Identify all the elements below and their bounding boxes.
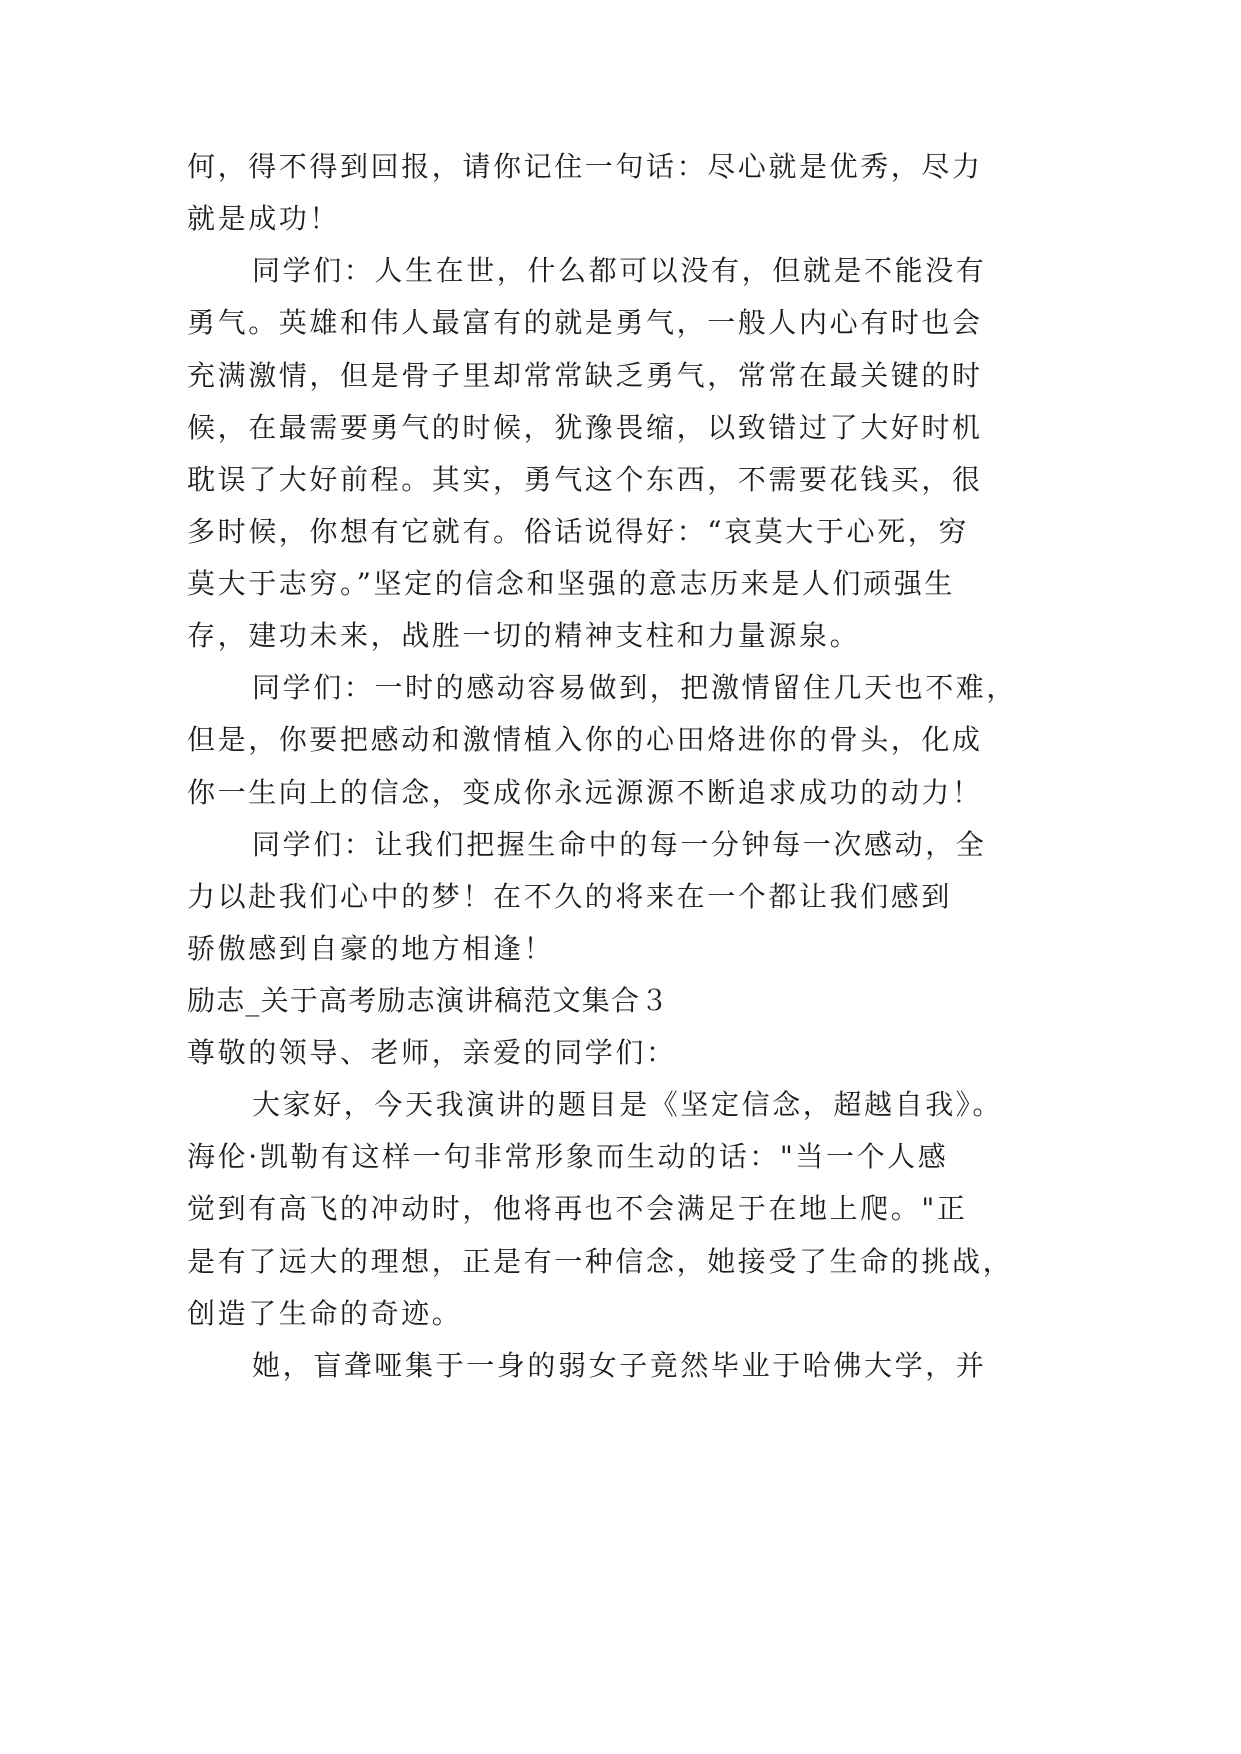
- body-text-line: 但是，你要把感动和激情植入你的心田烙进你的骨头，化成: [187, 723, 983, 756]
- body-text-line: 候，在最需要勇气的时候，犹豫畏缩，以致错过了大好时机: [187, 411, 983, 444]
- body-text-line: 海伦·凯勒有这样一句非常形象而生动的话："当一个人感: [187, 1140, 949, 1173]
- paragraph-first-line: 大家好，今天我演讲的题目是《坚定信念，超越自我》。: [252, 1088, 1004, 1121]
- body-text-line: 充满激情，但是骨子里却常常缺乏勇气，常常在最关键的时: [187, 359, 983, 392]
- body-text-line: 骄傲感到自豪的地方相逢！: [187, 932, 555, 965]
- body-text-line: 耽误了大好前程。其实，勇气这个东西，不需要花钱买，很: [187, 463, 983, 496]
- body-text-line: 多时候，你想有它就有。俗话说得好：“哀莫大于心死，穷: [187, 515, 969, 548]
- paragraph-first-line: 她，盲聋哑集于一身的弱女子竟然毕业于哈佛大学，并: [252, 1349, 987, 1382]
- body-text-line: 何，得不得到回报，请你记住一句话：尽心就是优秀，尽力: [187, 150, 983, 183]
- body-text-line: 创造了生命的奇迹。: [187, 1297, 463, 1330]
- body-text-line: 就是成功！: [187, 202, 341, 235]
- paragraph-first-line: 同学们：一时的感动容易做到，把激情留住几天也不难，: [252, 671, 1018, 704]
- body-text-line: 觉到有高飞的冲动时，他将再也不会满足于在地上爬。"正: [187, 1192, 968, 1225]
- body-text-line: 是有了远大的理想，正是有一种信念，她接受了生命的挑战，: [187, 1245, 1014, 1278]
- body-text-line: 你一生向上的信念，变成你永远源源不断追求成功的动力！: [187, 776, 983, 809]
- paragraph-first-line: 同学们：让我们把握生命中的每一分钟每一次感动，全: [252, 828, 987, 861]
- section-heading: 励志_关于高考励志演讲稿范文集合３: [187, 984, 670, 1017]
- body-text-line: 存，建功未来，战胜一切的精神支柱和力量源泉。: [187, 619, 861, 652]
- body-text-line: 力以赴我们心中的梦！在不久的将来在一个都让我们感到: [187, 880, 953, 913]
- body-text-line: 勇气。英雄和伟人最富有的就是勇气，一般人内心有时也会: [187, 306, 983, 339]
- salutation-line: 尊敬的领导、老师，亲爱的同学们：: [187, 1036, 677, 1069]
- body-text-line: 莫大于志穷。”坚定的信念和坚强的意志历来是人们顽强生: [187, 567, 955, 600]
- paragraph-first-line: 同学们：人生在世，什么都可以没有，但就是不能没有: [252, 254, 987, 287]
